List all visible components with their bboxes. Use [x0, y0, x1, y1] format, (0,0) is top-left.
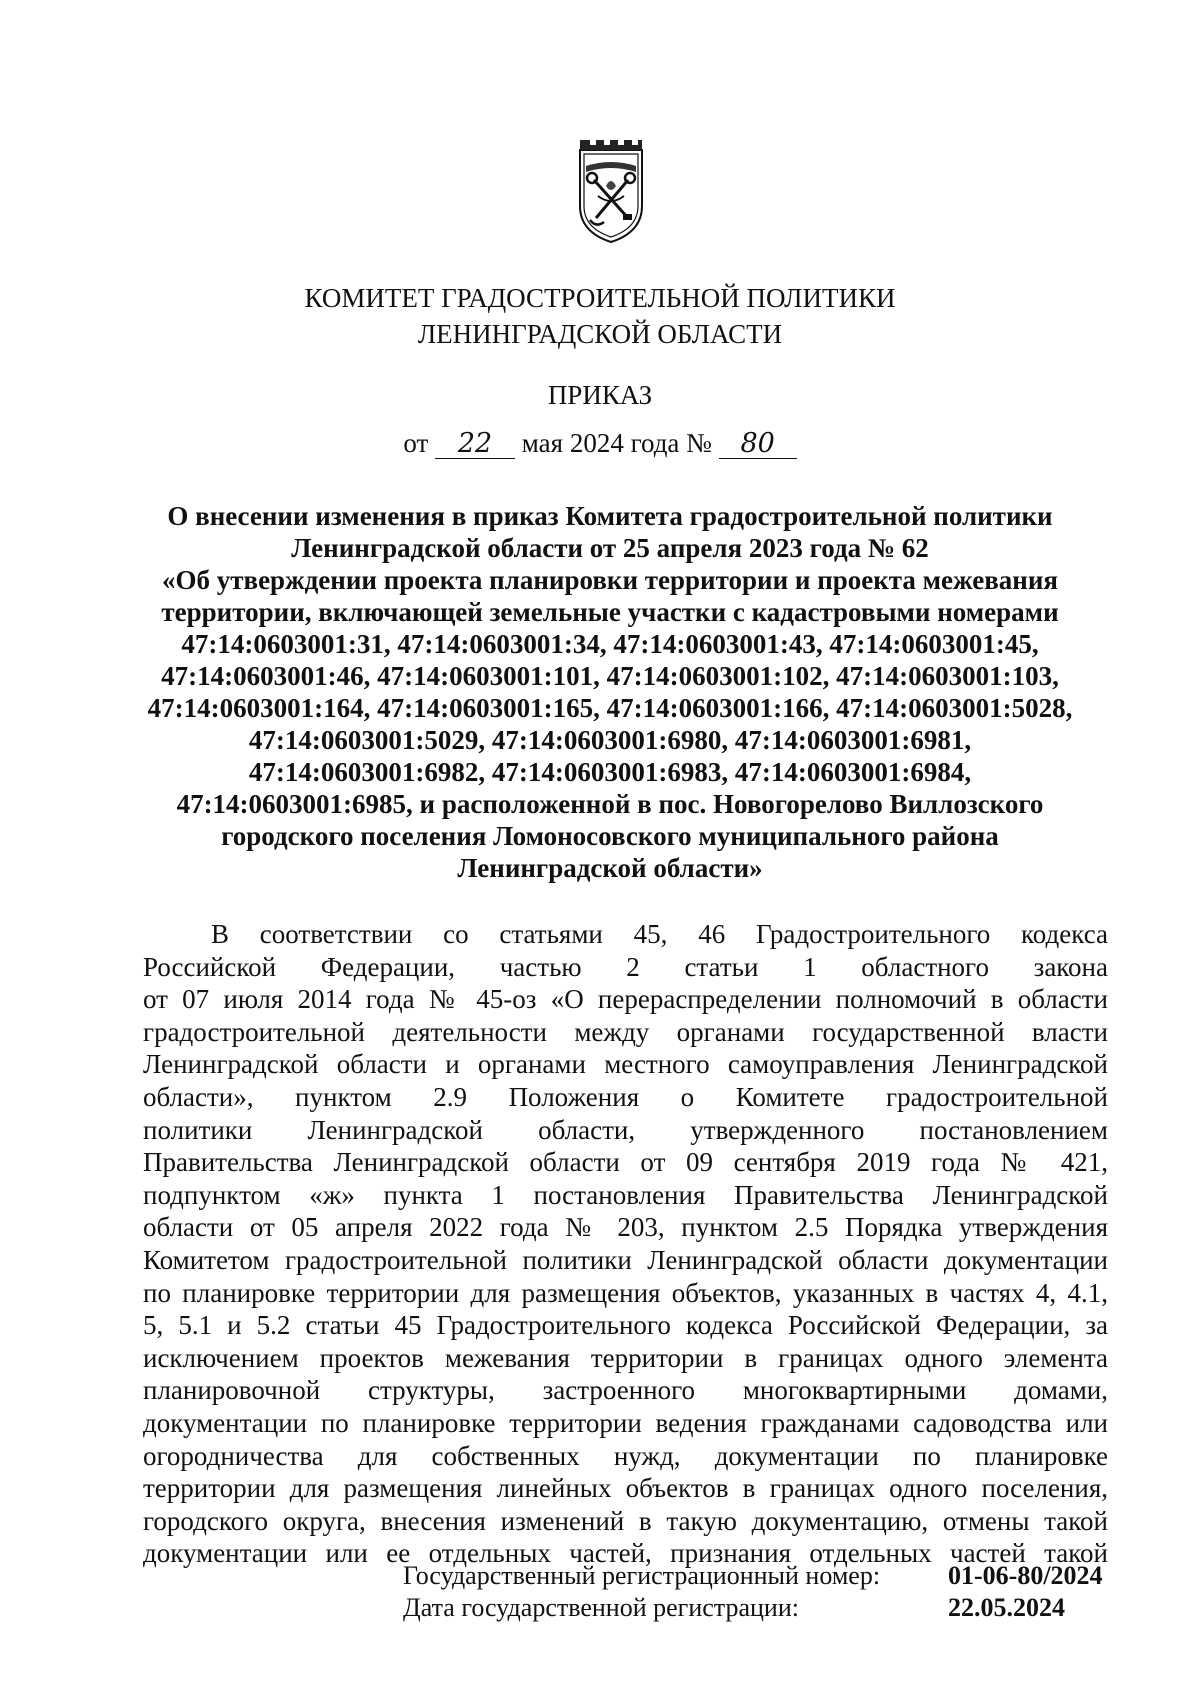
document-type: ПРИКАЗ [547, 380, 653, 410]
registration-date-value: 22.05.2024 [948, 1593, 1065, 1622]
subject-line: Ленинградской области от 25 апреля 2023 года № 62 [291, 533, 929, 563]
body-line: 5, 5.1 и 5.2 статьи 45 Градостроительного кодекса Российской Федерации, за [143, 1310, 1108, 1341]
body-line: подпунктом «ж» пункта 1 постановления Правительства Ленинградской [143, 1179, 1108, 1210]
handwritten-day: 22 [435, 430, 515, 459]
org-name-line-2: ЛЕНИНГРАДСКОЙ ОБЛАСТИ [417, 319, 783, 349]
order-body-paragraph [143, 918, 1108, 1570]
subject-line: Ленинградской области» [457, 853, 763, 883]
body-line: Ленинградской области и органами местного самоуправления Ленинградской [143, 1049, 1108, 1080]
subject-line: территории, включающей земельные участки с кадастровыми номерами [161, 597, 1059, 627]
order-date-line [0, 428, 1200, 459]
date-prefix: от [403, 428, 429, 458]
subject-line: 47:14:0603001:164, 47:14:0603001:165, 47:14:0603001:166, 47:14:0603001:5028, [147, 693, 1073, 723]
body-line: документации или ее отдельных частей, признания отдельных частей такой [143, 1538, 1108, 1569]
body-line: градостроительной деятельности между органами государственной власти [143, 1016, 1108, 1047]
body-line: городского округа, внесения изменений в такую документацию, отмены такой [143, 1505, 1108, 1536]
subject-line: 47:14:0603001:6985, и расположенной в пос. Новогорелово Виллозского [176, 789, 1044, 819]
body-line: от 07 июля 2014 года № 45-оз «О перераспределении полномочий в области [143, 984, 1108, 1015]
coat-of-arms-icon [576, 136, 646, 246]
body-line: Комитетом градостроительной политики Ленинградской области документации [143, 1244, 1108, 1275]
body-line: огородничества для собственных нужд, документации по планировке [143, 1440, 1108, 1471]
subject-line: «Об утверждении проекта планировки территории и проекта межевания [161, 565, 1059, 595]
body-line: территории для размещения линейных объектов в границах одного поселения, [143, 1473, 1108, 1504]
body-line: политики Ленинградской области, утвержденного постановлением [143, 1114, 1108, 1145]
registration-date-label: Дата государственной регистрации: [403, 1593, 799, 1622]
order-subject [130, 500, 1090, 884]
body-line: исключением проектов межевания территории в границах одного элемента [143, 1342, 1108, 1373]
body-line: документации по планировке территории ведения гражданами садоводства или [143, 1407, 1108, 1438]
registration-number-value: 01-06-80/2024 [948, 1561, 1103, 1590]
body-line: Российской Федерации, частью 2 статьи 1 областного закона [143, 951, 1108, 982]
body-line: по планировке территории для размещения объектов, указанных в частях 4, 4.1, [143, 1277, 1108, 1308]
body-line: области», пунктом 2.9 Положения о Комитете градостроительной [143, 1081, 1108, 1112]
body-line: В соответствии со статьями 45, 46 Градостроительного кодекса [211, 919, 1108, 949]
handwritten-order-number: 80 [719, 430, 797, 459]
date-middle-text: мая 2024 года № [521, 428, 712, 458]
subject-line: 47:14:0603001:46, 47:14:0603001:101, 47:14:0603001:102, 47:14:0603001:103, [161, 661, 1059, 691]
body-line: планировочной структуры, застроенного многоквартирными домами, [143, 1375, 1108, 1406]
subject-line: О внесении изменения в приказ Комитета градостроительной политики [167, 501, 1053, 531]
registration-number-label: Государственный регистрационный номер: [403, 1561, 881, 1590]
body-line: Правительства Ленинградской области от 09 сентября 2019 года № 421, [143, 1147, 1108, 1178]
org-name-line-1: КОМИТЕТ ГРАДОСТРОИТЕЛЬНОЙ ПОЛИТИКИ [304, 283, 896, 313]
body-line: области от 05 апреля 2022 года № 203, пунктом 2.5 Порядка утверждения [143, 1212, 1108, 1243]
subject-line: 47:14:0603001:31, 47:14:0603001:34, 47:14:0603001:43, 47:14:0603001:45, [181, 629, 1039, 659]
subject-line: 47:14:0603001:5029, 47:14:0603001:6980, 47:14:0603001:6981, [248, 725, 972, 755]
subject-line: городского поселения Ломоносовского муниципального района [221, 821, 999, 851]
subject-line: 47:14:0603001:6982, 47:14:0603001:6983, 47:14:0603001:6984, [248, 757, 972, 787]
